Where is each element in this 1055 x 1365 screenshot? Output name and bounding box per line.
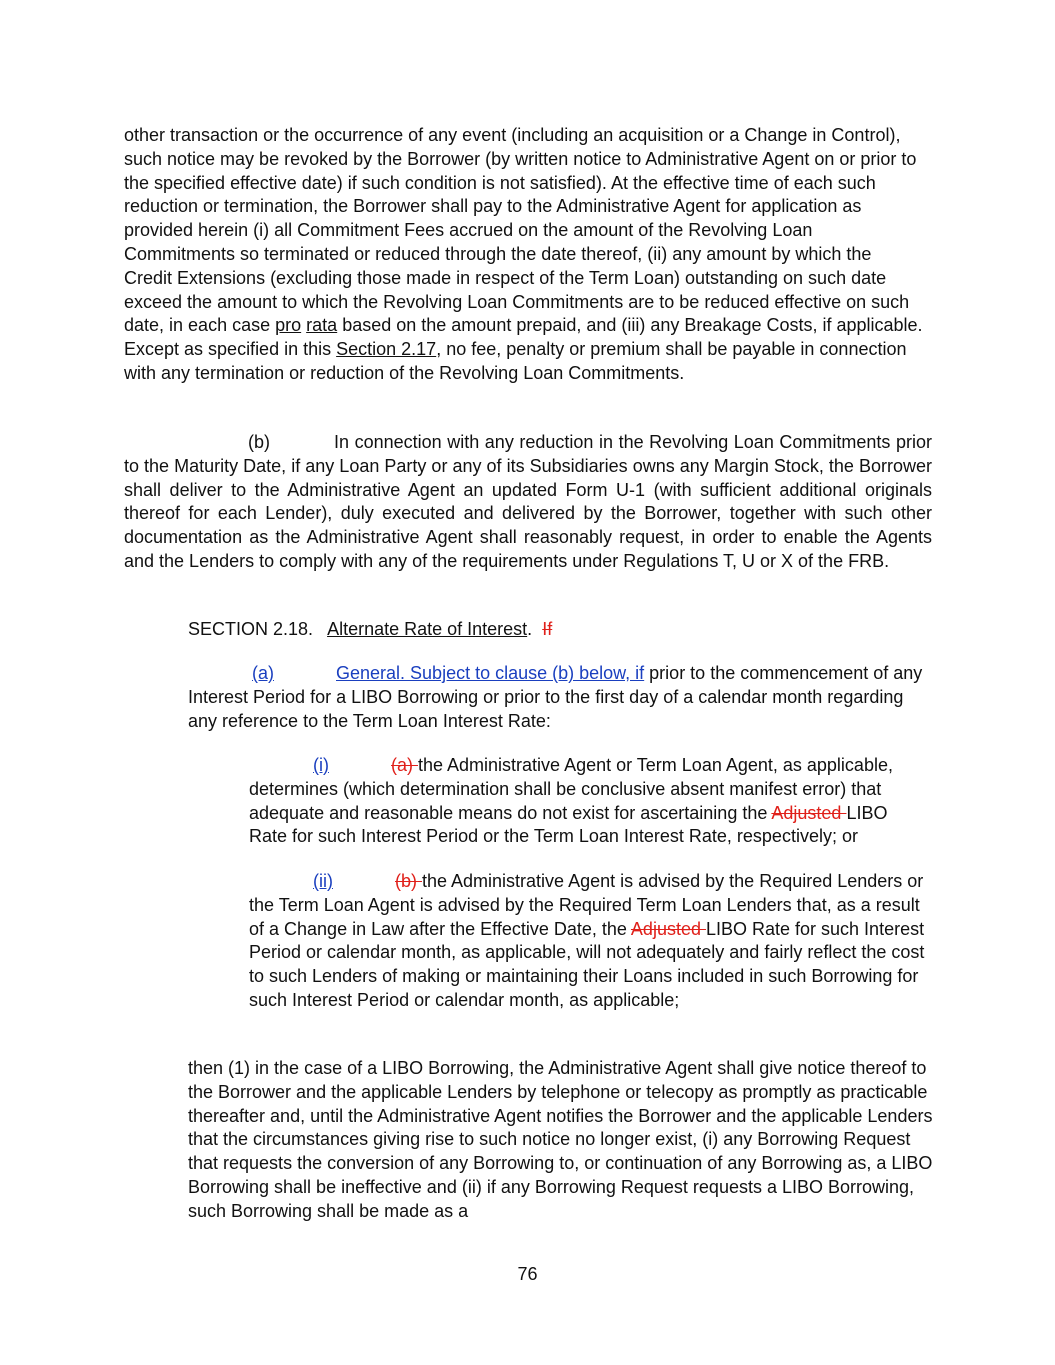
paragraph-text: based on the amount prepaid, and (iii) any Breakage Costs, if applicable. Except as specified in this [124, 315, 923, 360]
section-heading [188, 618, 928, 642]
section-period: . [527, 619, 533, 639]
paragraph-text: the Administrative Agent or Term Loan Agent, as applicable, determines (which determination shall be conclusive absent manifest error) that adequate and reasonable means do not exist for ascertaining the [249, 755, 893, 823]
subclause-ii [249, 870, 934, 1013]
paragraph-text: the Administrative Agent is advised by the Required Lenders or the Term Loan Agent is advised by the Required Term Loan Lenders that, as a result of a Change in Law after the Effective Date, the [249, 871, 924, 939]
section-reference: Section 2.17 [336, 339, 437, 360]
deleted-text: Adjusted [771, 802, 847, 823]
section-title: Alternate Rate of Interest [327, 619, 528, 639]
inserted-clause-label: (ii) [313, 871, 333, 891]
section-number: SECTION 2.18. [188, 619, 314, 639]
deleted-label: (b) [395, 871, 422, 891]
paragraph-text: then (1) in the case of a LIBO Borrowing, the Administrative Agent shall give notice thereof to the Borrower and the applicable Lenders by telephone or telecopy as promptly as practicable thereafter and, until the Administrative Agent notifies the Borrower and the applicable Lenders that the circumstances giving rise to such notice no longer exist, (i) any Borrowing Request that requests the conversion of any Borrowing to, or continuation of any Borrowing as, a LIBO Borrowing shall be ineffective and (ii) if any Borrowing Request requests a LIBO Borrowing, such Borrowing shall be made as a [188, 1058, 933, 1221]
deleted-text: If [542, 619, 553, 639]
inserted-clause-label: (a) [252, 663, 274, 683]
paragraph-text: , no fee, penalty or premium shall be payable in connection with any termination or reduction of the Revolving Loan Commitments. [124, 339, 907, 383]
pro-term: pro [275, 315, 302, 336]
paragraph-text: LIBO Rate for such Interest Period or calendar month, as applicable, will not adequately and fairly reflect the cost to such Lenders of making or maintaining their Loans included in such Borrowing for such Interest Period or calendar month, as applicable; [249, 918, 925, 1010]
paragraph-a-general [188, 662, 933, 733]
deleted-label: (a) [391, 755, 418, 775]
paragraph-then [188, 1057, 933, 1224]
paragraph-b-margin-stock [124, 431, 932, 574]
paragraph-commitment-reduction [124, 124, 924, 386]
page-number: 76 [517, 1264, 538, 1284]
clause-label: (b) [248, 432, 270, 452]
deleted-text: Adjusted [630, 918, 706, 939]
subclause-i [249, 754, 929, 849]
inserted-clause-label: (i) [313, 755, 329, 775]
paragraph-text: other transaction or the occurrence of any event (including an acquisition or a Change in Control), such notice may be revoked by the Borrower (by written notice to Administrative Agent on or prior to the specified effective date) if such condition is not satisfied). At the effective time of each such reduction or termination, the Borrower shall pay to the Administrative Agent for application as provided herein (i) all Commitment Fees accrued on the amount of the Revolving Loan Commitments so terminated or reduced through the date thereof, (ii) any amount by which the Credit Extensions (excluding those made in respect of the Term Loan) outstanding on such date exceed the amount to which the Revolving Loan Commitments are to be reduced effective on such date, in each case [124, 125, 917, 336]
paragraph-text: prior to the commencement of any Interest Period for a LIBO Borrowing or prior to the first day of a calendar month regarding any reference to the Term Loan Interest Rate: [188, 663, 923, 731]
paragraph-text: LIBO Rate for such Interest Period or the Term Loan Interest Rate, respectively; or [249, 802, 888, 847]
inserted-text: General. Subject to clause (b) below, if [336, 663, 645, 683]
paragraph-text: In connection with any reduction in the Revolving Loan Commitments prior to the Maturity Date, if any Loan Party or any of its Subsidiaries owns any Margin Stock, the Borrower shall deliver to the Administrative Agent an updated Form U-1 (with sufficient additional originals thereof for each Lender), duly executed and delivered by the Borrower, together with such other documentation as the Administrative Agent shall reasonably request, in order to enable the Agents and the Lenders to comply with any of the requirements under Regulations T, U or X of the FRB. [124, 432, 932, 571]
rata-term: rata [306, 315, 338, 336]
